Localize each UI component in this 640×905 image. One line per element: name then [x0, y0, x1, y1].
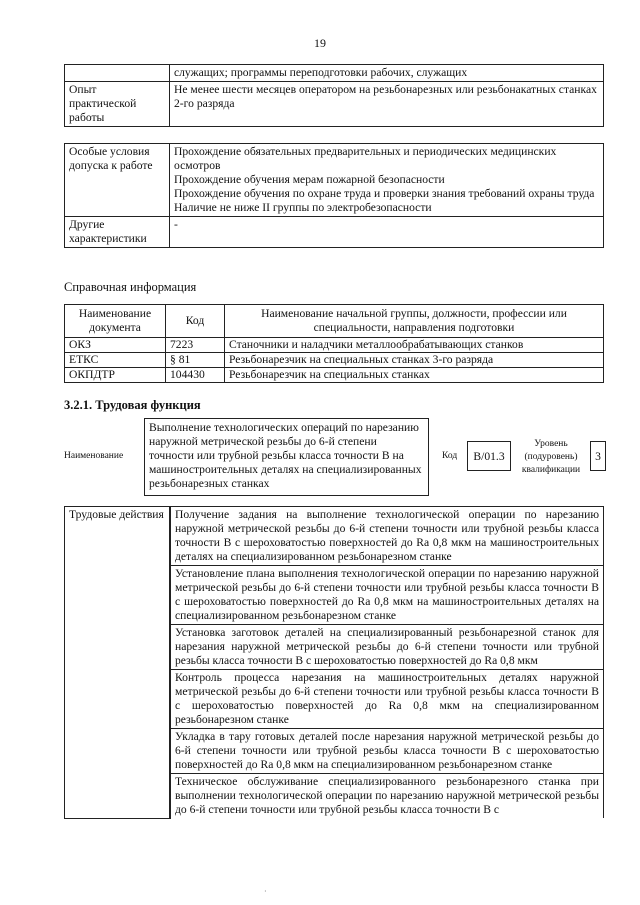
- scan-mark: ·: [264, 887, 267, 896]
- labor-function-code: B/01.3: [467, 441, 511, 471]
- labor-function-name: Выполнение технологических операций по нарезанию наружной метрической резьбы до 6-й степени точности или трубной резьбы класса точности В на машиностроительных деталях на специализированных резьбонарезных станках: [144, 418, 429, 496]
- table-row: [65, 217, 604, 248]
- table-cell: 7223: [166, 338, 225, 353]
- name-label: Наименование: [64, 451, 124, 461]
- table-cell: ОКПДТР: [65, 368, 166, 383]
- education-experience-table: [64, 64, 604, 127]
- admission-conditions-table: [64, 143, 604, 248]
- condition-line: Прохождение обучения по охране труда и проверки знания требований охраны труда: [174, 187, 595, 200]
- labor-action: Установление плана выполнения технологической операции по нарезанию наружной метрической резьбы до 6-й степени точности или трубной резьбы класса точности В с шероховатостью поверхностей до Ra 0,8 мкм на машиностроительных деталях на специализированном резьбонарезном станке: [170, 566, 604, 625]
- table-row: [65, 144, 604, 217]
- reference-title: Справочная информация: [64, 280, 197, 294]
- table-row: [65, 65, 604, 82]
- table-header-row: [65, 305, 604, 338]
- table-cell: Резьбонарезчик на специальных станках: [225, 368, 604, 383]
- column-header: Код: [166, 305, 225, 338]
- labor-action: Техническое обслуживание специализированного резьбонарезного станка при выполнении технологической операции по нарезанию наружной метрической резьбы до 6-й степени точности или трубной резьбы класса точности В с: [170, 774, 604, 819]
- code-label: Код: [442, 451, 458, 461]
- reference-table: [64, 304, 604, 383]
- row-label: Особые условия допуска к работе: [65, 144, 170, 217]
- row-label: [65, 65, 170, 82]
- table-row: [65, 507, 604, 566]
- table-row: [65, 338, 604, 353]
- qualification-level: 3: [590, 441, 606, 471]
- row-value: [170, 144, 604, 217]
- table-cell: ЕТКС: [65, 353, 166, 368]
- table-row: [65, 368, 604, 383]
- row-label: Опыт практической работы: [65, 82, 170, 127]
- labor-action: Укладка в тару готовых деталей после нарезания наружной метрической резьбы до 6-й степени точности или трубной резьбы класса точности В с шероховатостью поверхностей до Ra 0,8 мкм на специализированном резьбонарезном станке: [170, 729, 604, 774]
- table-cell: § 81: [166, 353, 225, 368]
- labor-action: Установка заготовок деталей на специализированный резьбонарезной станок для нарезания наружной метрической резьбы до 6-й степени точности или трубной резьбы класса точности В с шероховатостью поверхностей до Ra 0,8 мкм: [170, 625, 604, 670]
- table-cell: 104430: [166, 368, 225, 383]
- labor-function-heading: 3.2.1. Трудовая функция: [64, 398, 201, 412]
- row-value: служащих; программы переподготовки рабочих, служащих: [170, 65, 604, 82]
- row-label: Другие характеристики: [65, 217, 170, 248]
- labor-action: Получение задания на выполнение технологической операции по нарезанию наружной метрической резьбы до 6-й степени точности или трубной резьбы класса точности В с шероховатостью поверхностей до Ra 0,8 мкм на машиностроительных деталях на специализированном резьбонарезном станке: [170, 507, 604, 566]
- condition-line: Наличие не ниже II группы по электробезопасности: [174, 201, 432, 214]
- table-cell: Резьбонарезчик на специальных станках 3-го разряда: [225, 353, 604, 368]
- level-label: Уровень (подуровень) квалификации: [521, 439, 581, 475]
- table-cell: ОКЗ: [65, 338, 166, 353]
- row-value: -: [170, 217, 604, 248]
- column-header: Наименование документа: [65, 305, 166, 338]
- column-header: Наименование начальной группы, должности, профессии или специальности, направления подготовки: [225, 305, 604, 338]
- table-cell: Станочники и наладчики металлообрабатывающих станков: [225, 338, 604, 353]
- table-row: [65, 353, 604, 368]
- labor-actions-table: [64, 506, 604, 819]
- row-label: Трудовые действия: [65, 507, 171, 819]
- condition-line: Прохождение обучения мерам пожарной безопасности: [174, 173, 445, 186]
- row-value: Не менее шести месяцев оператором на резьбонарезных или резьбонакатных станках 2-го разряда: [170, 82, 604, 127]
- condition-line: Прохождение обязательных предварительных и периодических медицинских осмотров: [174, 145, 557, 172]
- page-number: 19: [314, 36, 326, 50]
- table-row: [65, 82, 604, 127]
- labor-action: Контроль процесса нарезания на машиностроительных деталях наружной метрической резьбы до 6-й степени точности или трубной резьбы класса точности В с шероховатостью поверхностей до Ra 0,8 мкм на специализированном резьбонарезном станке: [170, 670, 604, 729]
